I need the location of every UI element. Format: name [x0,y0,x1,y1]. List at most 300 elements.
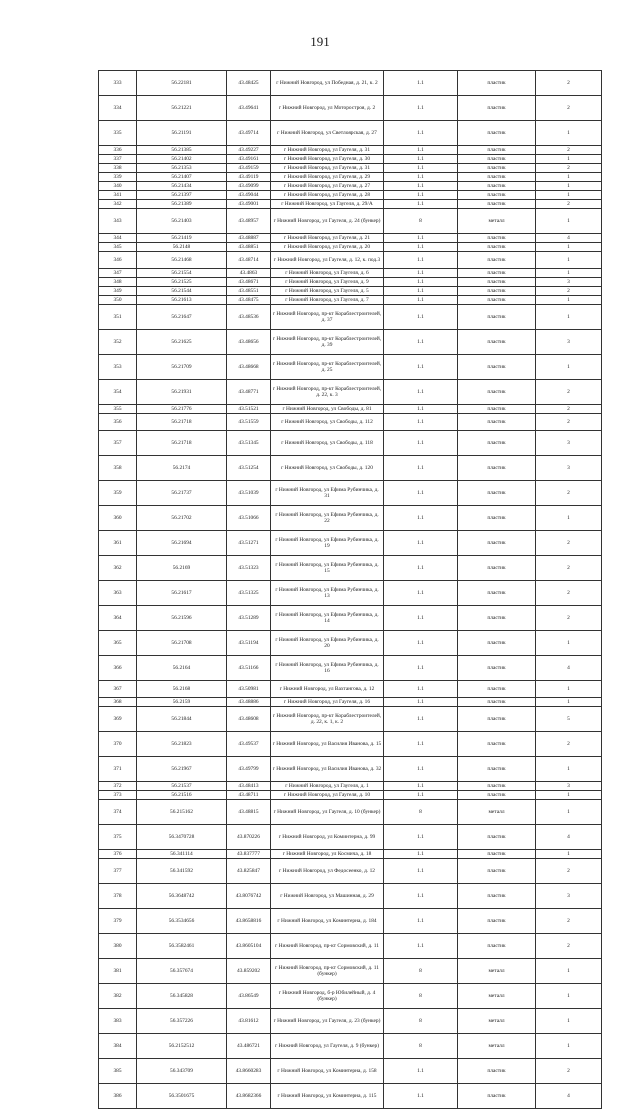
table-row [99,732,602,757]
address-cell: г Нижний Новгород, ул Коминтерна, д. 184 [271,909,384,934]
material-cell: пластик [458,414,536,431]
material-cell: металл [458,1009,536,1034]
volume-cell: 1.1 [384,909,458,934]
address-cell: г Нижний Новгород, ул Гаугеля, д. 21 [271,234,384,243]
longitude-cell: 43.51325 [227,581,271,606]
longitude-cell: 43.49227 [227,146,271,155]
table-row [99,200,602,209]
address-cell: г Нижний Новгород, пр-кт Кораблестроителей, д. 39 [271,330,384,355]
latitude-cell: 56.21625 [137,330,227,355]
address-cell: г Нижний Новгород, ул Коминтерна, д. 99 [271,825,384,850]
volume-cell: 1.1 [384,243,458,252]
longitude-cell: 43.48815 [227,800,271,825]
row-number-cell: 350 [99,296,137,305]
quantity-cell: 1 [536,155,602,164]
latitude-cell: 56.3648742 [137,884,227,909]
volume-cell: 1.1 [384,581,458,606]
material-cell: пластик [458,269,536,278]
latitude-cell: 56.21702 [137,506,227,531]
table-row [99,146,602,155]
row-number-cell: 383 [99,1009,137,1034]
table-row [99,850,602,859]
quantity-cell: 5 [536,707,602,732]
row-number-cell: 337 [99,155,137,164]
volume-cell: 1.1 [384,934,458,959]
quantity-cell: 1 [536,252,602,269]
row-number-cell: 335 [99,121,137,146]
longitude-cell: 43.48668 [227,355,271,380]
material-cell: металл [458,959,536,984]
table-row [99,191,602,200]
row-number-cell: 367 [99,681,137,698]
address-cell: г Нижний Новгород, ул Василия Иванова, д. 15 [271,732,384,757]
address-cell: г Нижний Новгород, ул Победная, д. 21, к. 2 [271,71,384,96]
quantity-cell: 1 [536,121,602,146]
quantity-cell: 3 [536,456,602,481]
address-cell: г Нижний Новгород, ул Гаугеля, д. 5 [271,287,384,296]
latitude-cell: 56.21353 [137,164,227,173]
latitude-cell: 56.3582461 [137,934,227,959]
latitude-cell: 56.21967 [137,757,227,782]
material-cell: металл [458,209,536,234]
table-row [99,71,602,96]
row-number-cell: 361 [99,531,137,556]
volume-cell: 8 [384,209,458,234]
longitude-cell: 43.51066 [227,506,271,531]
row-number-cell: 365 [99,631,137,656]
longitude-cell: 43.48887 [227,234,271,243]
volume-cell: 1.1 [384,146,458,155]
table-row [99,481,602,506]
address-cell: г Нижний Новгород, ул Коминтерна, д. 158 [271,1059,384,1084]
longitude-cell: 43.48425 [227,71,271,96]
longitude-cell: 43.51271 [227,531,271,556]
volume-cell: 8 [384,1034,458,1059]
material-cell: пластик [458,1059,536,1084]
longitude-cell: 43.49044 [227,191,271,200]
material-cell: пластик [458,96,536,121]
latitude-cell: 56.21397 [137,191,227,200]
quantity-cell: 2 [536,859,602,884]
longitude-cell: 43.48711 [227,791,271,800]
latitude-cell: 56.21407 [137,173,227,182]
quantity-cell: 2 [536,164,602,173]
address-cell: г Нижний Новгород, ул Свободы, д. 112 [271,414,384,431]
latitude-cell: 56.21931 [137,380,227,405]
material-cell: пластик [458,164,536,173]
latitude-cell: 56.21385 [137,146,227,155]
latitude-cell: 56.21389 [137,200,227,209]
latitude-cell: 56.21718 [137,414,227,431]
material-cell: пластик [458,121,536,146]
quantity-cell: 1 [536,631,602,656]
volume-cell: 1.1 [384,556,458,581]
latitude-cell: 56.3470728 [137,825,227,850]
latitude-cell: 56.2148 [137,243,227,252]
row-number-cell: 376 [99,850,137,859]
latitude-cell: 56.21544 [137,287,227,296]
address-cell: г Нижний Новгород, пр-кт Сормовский, д. 11 (бункер) [271,959,384,984]
latitude-cell: 56.2164 [137,656,227,681]
volume-cell: 1.1 [384,355,458,380]
longitude-cell: 43.48413 [227,782,271,791]
quantity-cell: 4 [536,825,602,850]
longitude-cell: 43.49001 [227,200,271,209]
row-number-cell: 370 [99,732,137,757]
address-cell: г Нижний Новгород, ул Ефима Рубинчика, д. 31 [271,481,384,506]
latitude-cell: 56.357674 [137,959,227,984]
volume-cell: 1.1 [384,305,458,330]
longitude-cell: 43.51559 [227,414,271,431]
longitude-cell: 43.48475 [227,296,271,305]
volume-cell: 8 [384,1009,458,1034]
latitude-cell: 56.21613 [137,296,227,305]
material-cell: пластик [458,182,536,191]
material-cell: пластик [458,934,536,959]
quantity-cell: 2 [536,909,602,934]
material-cell: пластик [458,252,536,269]
quantity-cell: 3 [536,330,602,355]
volume-cell: 1.1 [384,707,458,732]
row-number-cell: 360 [99,506,137,531]
table-row [99,934,602,959]
latitude-cell: 56.21647 [137,305,227,330]
volume-cell: 1.1 [384,757,458,782]
volume-cell: 1.1 [384,71,458,96]
row-number-cell: 347 [99,269,137,278]
longitude-cell: 43.48886 [227,698,271,707]
address-cell: г Нижний Новгород, пр-кт Кораблестроителей, д. 22, к. 3 [271,380,384,405]
volume-cell: 1.1 [384,481,458,506]
volume-cell: 1.1 [384,850,458,859]
address-cell: г Нижний Новгород, ул Гаугеля, д. 6 [271,269,384,278]
row-number-cell: 364 [99,606,137,631]
address-cell: г Нижний Новгород, ул Гаугеля, д. 9 [271,278,384,287]
address-cell: г Нижний Новгород, ул Ефима Рубинчика, д. 15 [271,556,384,581]
material-cell: пластик [458,631,536,656]
row-number-cell: 369 [99,707,137,732]
material-cell: металл [458,984,536,1009]
latitude-cell: 56.21617 [137,581,227,606]
table-row [99,209,602,234]
quantity-cell: 1 [536,305,602,330]
quantity-cell: 2 [536,71,602,96]
row-number-cell: 341 [99,191,137,200]
volume-cell: 1.1 [384,182,458,191]
address-cell: г Нижний Новгород, ул Свободы, д. 120 [271,456,384,481]
row-number-cell: 379 [99,909,137,934]
table-row [99,287,602,296]
latitude-cell: 56.21191 [137,121,227,146]
longitude-cell: 43.51323 [227,556,271,581]
longitude-cell: 43.49799 [227,757,271,782]
volume-cell: 1.1 [384,631,458,656]
address-cell: г Нижний Новгород, ул Гаугеля, д. 12, к. под.3 [271,252,384,269]
material-cell: пластик [458,234,536,243]
quantity-cell: 1 [536,173,602,182]
address-cell: г Нижний Новгород, ул Гаугеля, д. 27 [271,182,384,191]
latitude-cell: 56.2159 [137,698,227,707]
volume-cell: 1.1 [384,698,458,707]
longitude-cell: 43.51289 [227,606,271,631]
latitude-cell: 56.21402 [137,155,227,164]
address-cell: г Нижний Новгород, ул Ефима Рубинчика, д. 22 [271,506,384,531]
table-row [99,164,602,173]
row-number-cell: 339 [99,173,137,182]
address-cell: г Нижний Новгород, ул Гаугеля, д. 23 (бункер) [271,1009,384,1034]
address-cell: г Нижний Новгород, пр-кт Кораблестроителей, д. 37 [271,305,384,330]
latitude-cell: 56.21709 [137,355,227,380]
quantity-cell: 1 [536,791,602,800]
row-number-cell: 338 [99,164,137,173]
address-cell: г Нижний Новгород, ул Ефима Рубинчика, д. 16 [271,656,384,681]
longitude-cell: 43.51345 [227,431,271,456]
quantity-cell: 1 [536,269,602,278]
quantity-cell: 2 [536,556,602,581]
longitude-cell: 43.8660283 [227,1059,271,1084]
quantity-cell: 1 [536,1034,602,1059]
latitude-cell: 56.3534656 [137,909,227,934]
table-row [99,296,602,305]
quantity-cell: 1 [536,355,602,380]
quantity-cell: 2 [536,380,602,405]
row-number-cell: 336 [99,146,137,155]
longitude-cell: 43.51521 [227,405,271,414]
longitude-cell: 43.49119 [227,173,271,182]
longitude-cell: 43.837777 [227,850,271,859]
quantity-cell: 1 [536,182,602,191]
latitude-cell: 56.345828 [137,984,227,1009]
quantity-cell: 1 [536,681,602,698]
quantity-cell: 1 [536,1009,602,1034]
volume-cell: 1.1 [384,380,458,405]
table-row [99,1009,602,1034]
table-row [99,581,602,606]
row-number-cell: 381 [99,959,137,984]
latitude-cell: 56.21596 [137,606,227,631]
row-number-cell: 371 [99,757,137,782]
longitude-cell: 43.48851 [227,243,271,252]
table-row [99,405,602,414]
table-row [99,782,602,791]
longitude-cell: 43.51166 [227,656,271,681]
quantity-cell: 1 [536,959,602,984]
quantity-cell: 2 [536,405,602,414]
material-cell: пластик [458,173,536,182]
table-row [99,234,602,243]
longitude-cell: 43.8605104 [227,934,271,959]
table-row [99,506,602,531]
volume-cell: 1.1 [384,414,458,431]
quantity-cell: 2 [536,606,602,631]
table-row [99,1059,602,1084]
volume-cell: 1.1 [384,287,458,296]
table-row [99,305,602,330]
table-row [99,707,602,732]
latitude-cell: 56.341114 [137,850,227,859]
table-row [99,825,602,850]
table-row [99,606,602,631]
material-cell: пластик [458,506,536,531]
quantity-cell: 2 [536,481,602,506]
table-row [99,909,602,934]
quantity-cell: 1 [536,800,602,825]
address-cell: г Нижний Новгород, ул Свободы, д. 118 [271,431,384,456]
table-row [99,959,602,984]
row-number-cell: 359 [99,481,137,506]
longitude-cell: 43.825847 [227,859,271,884]
row-number-cell: 343 [99,209,137,234]
table-row [99,631,602,656]
material-cell: пластик [458,791,536,800]
volume-cell: 1.1 [384,296,458,305]
longitude-cell: 43.51039 [227,481,271,506]
latitude-cell: 56.21776 [137,405,227,414]
address-cell: г Нижний Новгород, ул Свободы, д. 81 [271,405,384,414]
quantity-cell: 3 [536,278,602,287]
material-cell: пластик [458,850,536,859]
longitude-cell: 43.51254 [227,456,271,481]
quantity-cell: 1 [536,209,602,234]
latitude-cell: 56.21434 [137,182,227,191]
latitude-cell: 56.21525 [137,278,227,287]
longitude-cell: 43.4863 [227,269,271,278]
material-cell: пластик [458,305,536,330]
longitude-cell: 43.8076742 [227,884,271,909]
material-cell: металл [458,1034,536,1059]
longitude-cell: 43.48536 [227,305,271,330]
row-number-cell: 378 [99,884,137,909]
table-row [99,414,602,431]
material-cell: пластик [458,355,536,380]
table-row [99,984,602,1009]
latitude-cell: 56.21823 [137,732,227,757]
latitude-cell: 56.357226 [137,1009,227,1034]
table-row [99,757,602,782]
row-number-cell: 357 [99,431,137,456]
table-row [99,121,602,146]
material-cell: пластик [458,782,536,791]
material-cell: пластик [458,1084,536,1109]
material-cell: пластик [458,698,536,707]
latitude-cell: 56.21419 [137,234,227,243]
material-cell: пластик [458,405,536,414]
volume-cell: 1.1 [384,234,458,243]
row-number-cell: 362 [99,556,137,581]
volume-cell: 1.1 [384,884,458,909]
table-row [99,380,602,405]
material-cell: пластик [458,71,536,96]
quantity-cell: 1 [536,191,602,200]
volume-cell: 1.1 [384,252,458,269]
table-row [99,330,602,355]
latitude-cell: 56.21554 [137,269,227,278]
quantity-cell: 2 [536,287,602,296]
table-row [99,173,602,182]
quantity-cell: 2 [536,581,602,606]
longitude-cell: 43.859202 [227,959,271,984]
volume-cell: 1.1 [384,155,458,164]
address-cell: г Нижний Новгород, ул Гаугеля, д. 24 (бункер) [271,209,384,234]
table-row [99,556,602,581]
material-cell: пластик [458,884,536,909]
row-number-cell: 349 [99,287,137,296]
volume-cell: 1.1 [384,431,458,456]
quantity-cell: 2 [536,732,602,757]
table-row [99,96,602,121]
row-number-cell: 354 [99,380,137,405]
material-cell: пластик [458,296,536,305]
longitude-cell: 43.49099 [227,182,271,191]
latitude-cell: 56.21403 [137,209,227,234]
row-number-cell: 377 [99,859,137,884]
table-row [99,859,602,884]
latitude-cell: 56.21468 [137,252,227,269]
table-row [99,269,602,278]
table-row [99,182,602,191]
table-row [99,681,602,698]
volume-cell: 1.1 [384,121,458,146]
quantity-cell: 3 [536,782,602,791]
address-cell: г Нижний Новгород, ул Машинная, д. 29 [271,884,384,909]
volume-cell: 1.1 [384,456,458,481]
material-cell: пластик [458,531,536,556]
material-cell: пластик [458,155,536,164]
volume-cell: 1.1 [384,531,458,556]
latitude-cell: 56.21221 [137,96,227,121]
address-cell: г Нижний Новгород, ул Коминтерна, д. 115 [271,1084,384,1109]
material-cell: пластик [458,431,536,456]
table-row [99,278,602,287]
volume-cell: 1.1 [384,782,458,791]
quantity-cell: 4 [536,1084,602,1109]
address-cell: г Нижний Новгород, ул Гаугеля, д. 28 [271,191,384,200]
address-cell: г Нижний Новгород, ул Ефима Рубинчика, д. 13 [271,581,384,606]
row-number-cell: 374 [99,800,137,825]
address-cell: г Нижний Новгород, ул Гаугеля, д. 31 [271,146,384,155]
material-cell: пластик [458,556,536,581]
latitude-cell: 56.343709 [137,1059,227,1084]
quantity-cell: 4 [536,656,602,681]
address-cell: г Нижний Новгород, б-р Юбилейный, д. 4 (бункер) [271,984,384,1009]
latitude-cell: 56.2152512 [137,1034,227,1059]
address-cell: г Нижний Новгород, ул Гаугеля, д. 1 [271,782,384,791]
longitude-cell: 43.48656 [227,330,271,355]
latitude-cell: 56.21708 [137,631,227,656]
latitude-cell: 56.21694 [137,531,227,556]
latitude-cell: 56.21844 [137,707,227,732]
row-number-cell: 366 [99,656,137,681]
volume-cell: 1.1 [384,606,458,631]
material-cell: пластик [458,481,536,506]
longitude-cell: 43.48551 [227,287,271,296]
material-cell: пластик [458,825,536,850]
row-number-cell: 368 [99,698,137,707]
row-number-cell: 385 [99,1059,137,1084]
volume-cell: 1.1 [384,191,458,200]
latitude-cell: 56.21737 [137,481,227,506]
material-cell: пластик [458,456,536,481]
latitude-cell: 56.21537 [137,782,227,791]
longitude-cell: 43.49159 [227,164,271,173]
material-cell: пластик [458,146,536,155]
volume-cell: 1.1 [384,825,458,850]
volume-cell: 1.1 [384,269,458,278]
quantity-cell: 1 [536,243,602,252]
table-row [99,252,602,269]
row-number-cell: 358 [99,456,137,481]
row-number-cell: 333 [99,71,137,96]
